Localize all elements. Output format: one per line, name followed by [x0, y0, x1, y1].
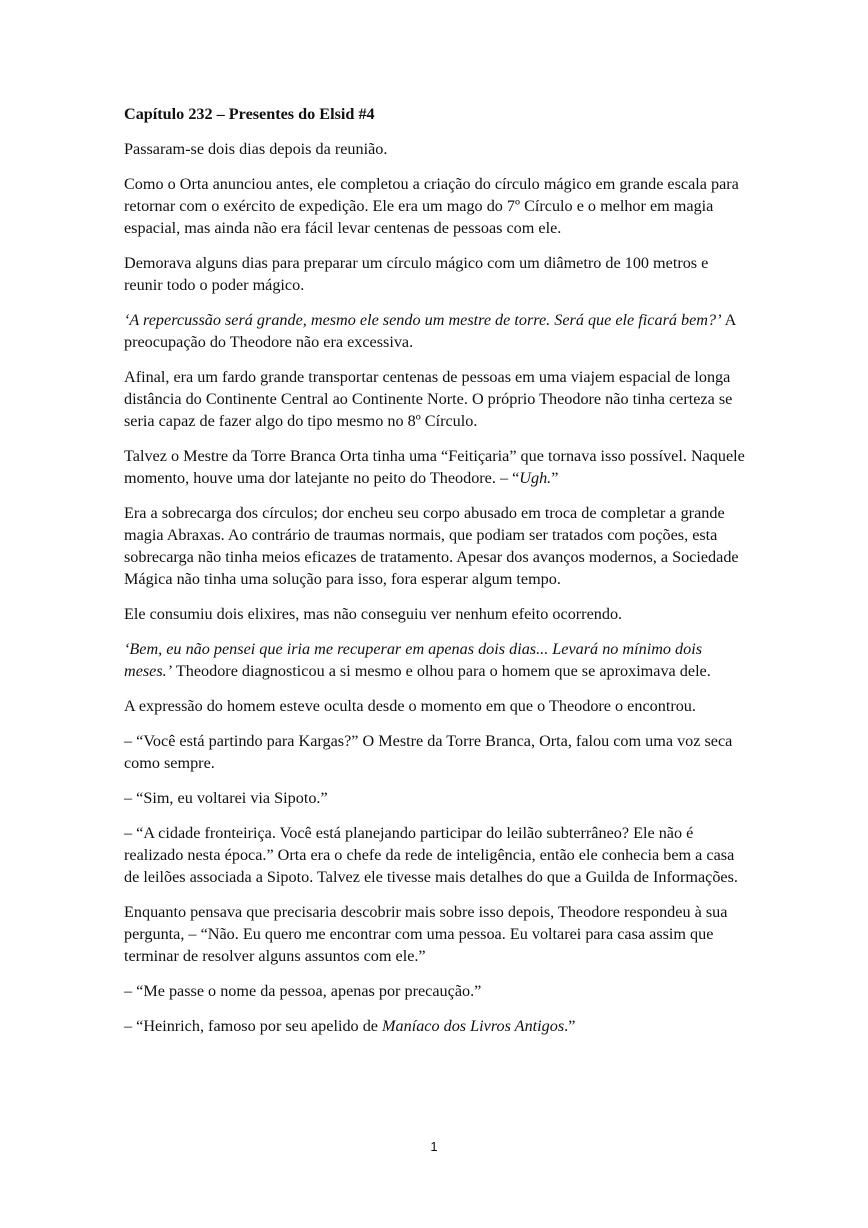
italic-nickname: Maníaco dos Livros Antigos: [382, 1017, 565, 1035]
paragraph: [124, 445, 749, 489]
dialogue-line: – “A cidade fronteiriça. Você está planejando participar do leilão subterrâneo? Ele não é realizado nesta época.” Orta era o chefe da rede de inteligência, então ele conhecia bem a casa de leilões associada a Sipoto. Talvez ele tivesse mais detalhes do que a Guilda de Informações.: [124, 824, 738, 886]
dialogue-line: – “Sim, eu voltarei via Sipoto.”: [124, 789, 328, 807]
paragraph-text: Talvez o Mestre da Torre Branca Orta tinha uma “Feitiçaria” que tornava isso possível. Naquele momento, houve uma dor latejante no peito do Theodore. – “: [124, 447, 745, 487]
paragraph: Enquanto pensava que precisaria descobrir mais sobre isso depois, Theodore respondeu à sua pergunta, – “Não. Eu quero me encontrar com uma pessoa. Eu voltarei para casa assim que terminar de resolver alguns assuntos com ele.”: [124, 903, 728, 965]
paragraph: Era a sobrecarga dos círculos; dor encheu seu corpo abusado em troca de completar a grande magia Abraxas. Ao contrário de traumas normais, que podiam ser tratados com poções, esta sobrecarga não tinha meios eficazes de tratamento. Apesar dos avanços modernos, a Sociedade Mágica não tinha uma solução para isso, fora esperar algum tempo.: [124, 504, 739, 588]
paragraph-text: ”: [551, 469, 559, 487]
dialogue-line: [124, 1015, 749, 1037]
paragraph: Afinal, era um fardo grande transportar centenas de pessoas em uma viajem espacial de longa distância do Continente Central ao Continente Norte. O próprio Theodore não tinha certeza se seria capaz de fazer algo do tipo mesmo no 8º Círculo.: [124, 368, 733, 430]
dialogue-line: – “Me passe o nome da pessoa, apenas por precaução.”: [124, 982, 482, 1000]
paragraph: [124, 309, 749, 353]
paragraph: Ele consumiu dois elixires, mas não conseguiu ver nenhum efeito ocorrendo.: [124, 605, 623, 623]
document-body: [124, 103, 749, 1050]
dialogue-line: – “Você está partindo para Kargas?” O Mestre da Torre Branca, Orta, falou com uma voz seca como sempre.: [124, 732, 733, 772]
paragraph-text: – “Heinrich, famoso por seu apelido de: [124, 1017, 383, 1035]
paragraph-text: Theodore diagnosticou a si mesmo e olhou para o homem que se aproximava dele.: [172, 662, 711, 680]
paragraph: [124, 638, 749, 682]
paragraph: Como o Orta anunciou antes, ele completou a criação do círculo mágico em grande escala para retornar com o exército de expedição. Ele era um mago do 7º Círculo e o melhor em magia espacial, mas ainda não era fácil levar centenas de pessoas com ele.: [124, 175, 739, 237]
page-number: 1: [430, 1139, 438, 1154]
italic-thought: ‘Bem, eu não pensei que iria me recuperar em apenas dois dias... Levará no mínimo dois meses.’: [124, 640, 703, 680]
paragraph-text: A preocupação do Theodore não era excessiva.: [124, 311, 736, 351]
paragraph: Demorava alguns dias para preparar um círculo mágico com um diâmetro de 100 metros e reunir todo o poder mágico.: [124, 254, 709, 294]
italic-thought: ‘A repercussão será grande, mesmo ele sendo um mestre de torre. Será que ele ficará bem?’: [124, 311, 722, 329]
paragraph: Passaram-se dois dias depois da reunião.: [124, 140, 388, 158]
italic-exclamation: Ugh.: [519, 469, 552, 487]
paragraph: A expressão do homem esteve oculta desde o momento em que o Theodore o encontrou.: [124, 697, 696, 715]
chapter-title: Capítulo 232 – Presentes do Elsid #4: [124, 105, 375, 123]
paragraph-text: .”: [564, 1017, 576, 1035]
